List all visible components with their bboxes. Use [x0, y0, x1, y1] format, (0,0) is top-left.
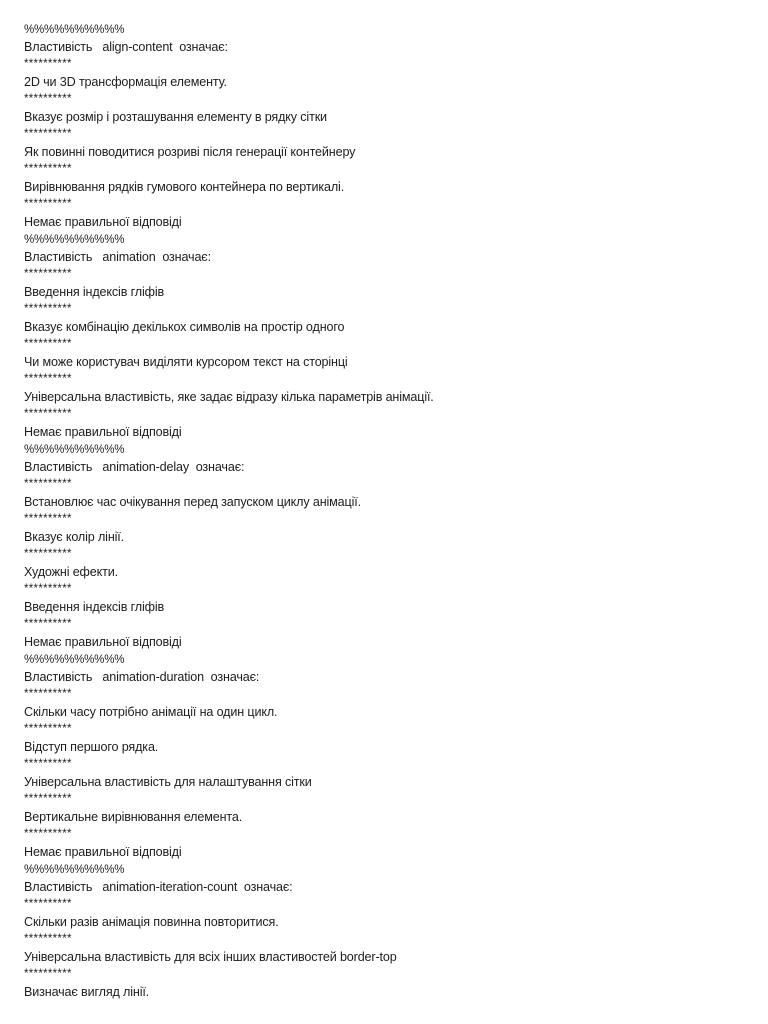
answer-option: Універсальна властивість для налаштування сітки — [24, 775, 312, 789]
answer-separator: ********** — [24, 338, 72, 350]
answer-option: Вказує колір лінії. — [24, 530, 124, 544]
question-title: Властивість align-content означає: — [24, 40, 228, 54]
answer-option: Відступ першого рядка. — [24, 740, 159, 754]
answer-option: Вказує розмір і розташування елементу в рядку сітки — [24, 110, 327, 124]
answer-option: Художні ефекти. — [24, 565, 118, 579]
answer-separator: ********** — [24, 723, 72, 735]
answer-separator: ********** — [24, 93, 72, 105]
answer-option: Скільки часу потрібно анімації на один цикл. — [24, 705, 278, 719]
answer-separator: ********** — [24, 163, 72, 175]
question-block — [24, 862, 744, 1002]
question-block — [24, 22, 744, 232]
answer-separator: ********** — [24, 758, 72, 770]
answer-separator: ********** — [24, 828, 72, 840]
answer-separator: ********** — [24, 128, 72, 140]
answer-separator: ********** — [24, 478, 72, 490]
answer-option: Введення індексів гліфів — [24, 600, 165, 614]
answer-separator: ********** — [24, 793, 72, 805]
answer-option: Універсальна властивість для всіх інших властивостей border-top — [24, 950, 397, 964]
answer-separator: ********** — [24, 408, 72, 420]
answer-separator: ********** — [24, 303, 72, 315]
answer-separator: ********** — [24, 583, 72, 595]
question-separator: %%%%%%%%%% — [24, 24, 125, 36]
answer-option: Універсальна властивість, яке задає відразу кілька параметрів анімації. — [24, 390, 434, 404]
answer-option: Вирівнювання рядків гумового контейнера по вертикалі. — [24, 180, 345, 194]
question-separator: %%%%%%%%%% — [24, 654, 125, 666]
answer-separator: ********** — [24, 898, 72, 910]
answer-option: Немає правильної відповіді — [24, 635, 182, 649]
answer-option: Вертикальне вирівнювання елемента. — [24, 810, 243, 824]
question-title: Властивість animation-duration означає: — [24, 670, 260, 684]
answer-separator: ********** — [24, 198, 72, 210]
answer-option: Введення індексів гліфів — [24, 285, 165, 299]
question-title: Властивість animation означає: — [24, 250, 211, 264]
answer-separator: ********** — [24, 968, 72, 980]
answer-option: Немає правильної відповіді — [24, 425, 182, 439]
document-page — [24, 22, 744, 1002]
answer-separator: ********** — [24, 373, 72, 385]
question-title: Властивість animation-delay означає: — [24, 460, 245, 474]
question-separator: %%%%%%%%%% — [24, 444, 125, 456]
answer-option: Немає правильної відповіді — [24, 845, 182, 859]
answer-separator: ********** — [24, 268, 72, 280]
answer-separator: ********** — [24, 933, 72, 945]
answer-separator: ********** — [24, 513, 72, 525]
answer-option: Як повинні поводитися розриві після генерації контейнеру — [24, 145, 356, 159]
answer-option: Вказує комбінацію декількох символів на простір одного — [24, 320, 345, 334]
question-block — [24, 442, 744, 652]
question-block — [24, 232, 744, 442]
question-separator: %%%%%%%%%% — [24, 864, 125, 876]
answer-separator: ********** — [24, 618, 72, 630]
question-title: Властивість animation-iteration-count означає: — [24, 880, 293, 894]
answer-separator: ********** — [24, 58, 72, 70]
answer-option: Чи може користувач виділяти курсором текст на сторінці — [24, 355, 348, 369]
answer-option: Немає правильної відповіді — [24, 215, 182, 229]
answer-separator: ********** — [24, 688, 72, 700]
answer-option: Встановлює час очікування перед запуском циклу анімації. — [24, 495, 361, 509]
answer-option: Визначає вигляд лінії. — [24, 985, 150, 999]
question-separator: %%%%%%%%%% — [24, 234, 125, 246]
question-block — [24, 652, 744, 862]
answer-option: Скільки разів анімація повинна повторитися. — [24, 915, 279, 929]
answer-option: 2D чи 3D трансформація елементу. — [24, 75, 227, 89]
answer-separator: ********** — [24, 548, 72, 560]
